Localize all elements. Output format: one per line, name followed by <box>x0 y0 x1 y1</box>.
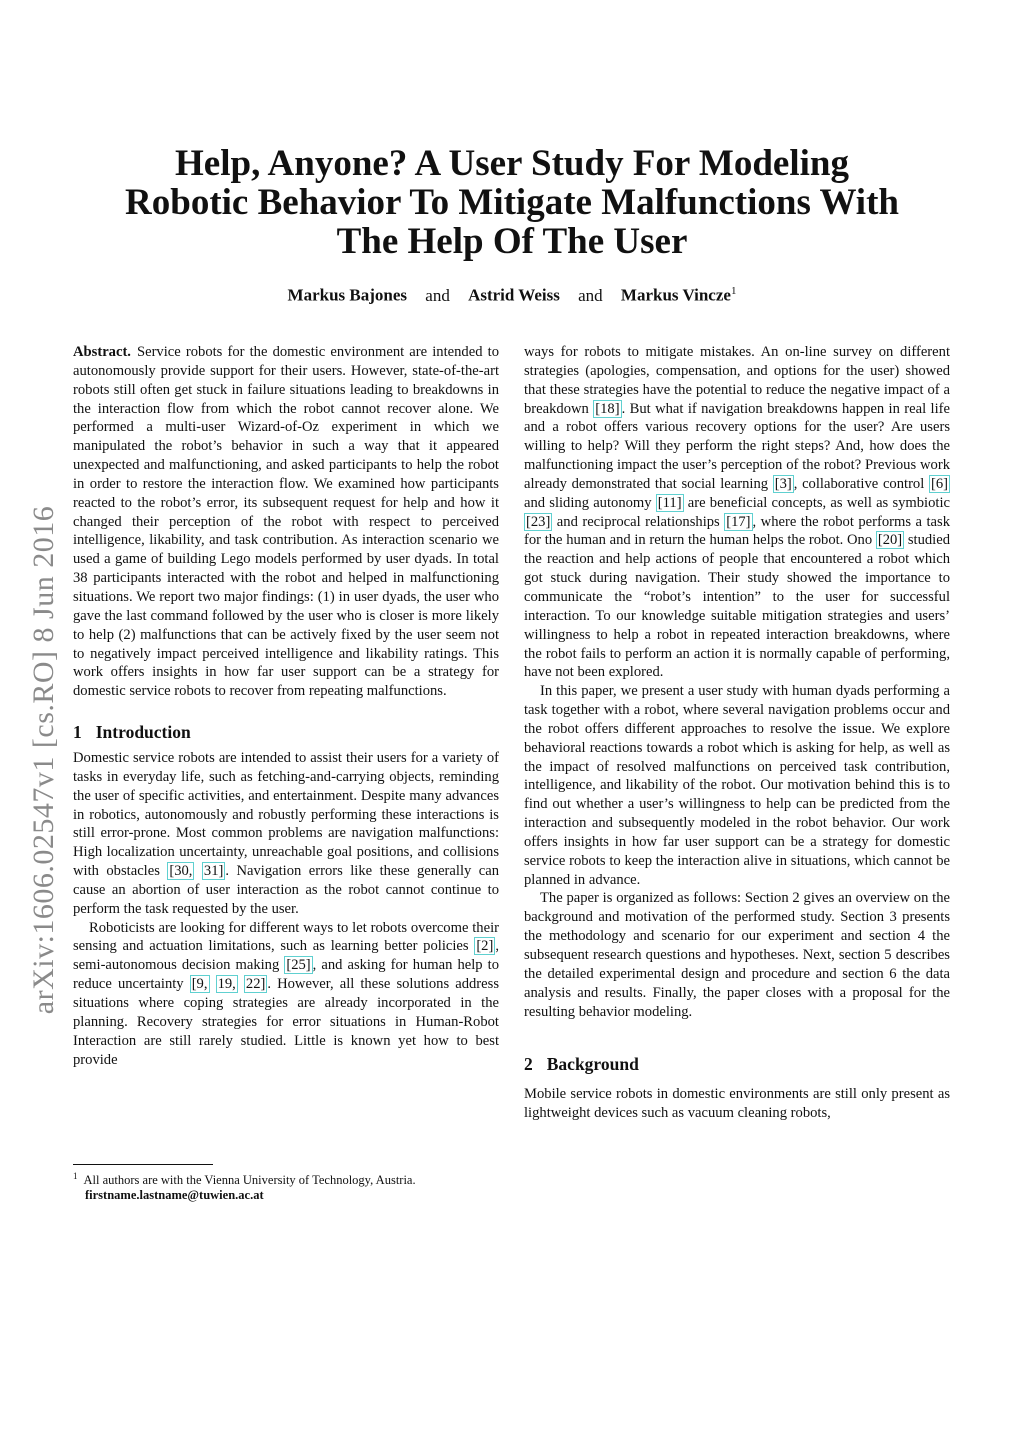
author-1: Markus Bajones <box>287 285 408 305</box>
intro-paragraph-2 <box>73 919 499 1070</box>
title-line-2: Robotic Behavior To Mitigate Malfunctions With <box>125 182 899 223</box>
right-paragraph-2: In this paper, we present a user study with human dyads performing a task together with a robot, where several navigation problems occur and the robot offers different approaches to resolve the issue. We explore behavioral reactions towards a robot which is asking for help, as well as the impact of resolved malfunctions on perceived task contribution, intelligence, and likability of the robot. Our motivation behind this is to find out whether a user’s willingness to help can be predicted from the interaction and subsequently modeled in the robot behavior. Our work offers insights in how far user support can be a strategy for domestic service robots to keep the interaction alive in situations, which cannot be planned in advance. <box>524 683 950 888</box>
title-line-3: The Help Of The User <box>336 221 688 262</box>
citation-link[interactable]: [2] <box>476 938 494 955</box>
text-run: , collaborative control <box>793 475 929 492</box>
text-run: , semi-autonomous decision making <box>73 938 499 974</box>
section-title: Introduction <box>95 722 191 743</box>
intro-paragraph-1 <box>73 749 499 919</box>
author-list <box>0 285 1024 306</box>
abstract-text: Service robots for the domestic environment are intended to autonomously provide support for their users. However, state-of-the-art robots still often get stuck in failure situations leading to breakdowns in the interaction flow from which the robot cannot recover alone. We performed a multi-user Wizard-of-Oz experiment in which we manipulated the robot’s behavior in such a way that it appeared unexpected and malfunctioning, and asked participants to help the robot in order to restore the interaction flow. We examined how participants reacted to the robot’s error, its subsequent request for help and how it changed their perception of the robot with respect to perceived intelligence, likability, and task contribution. As interaction scenario we used a game of building Lego models performed by user dyads. In total 38 participants interacted with the robot and helped in malfunctioning situations. We report two major findings: (1) in user dyads, the user who gave the last command followed by the user who is closer is more likely to help (2) malfunctions that can be actively fixed by the user seem not to negatively impact perceived intelligence and likability ratings. This work offers insights in how far user support can be a strategy for domestic service robots to recover from repeating malfunctions. <box>73 344 499 700</box>
footnote-rule <box>73 1164 213 1165</box>
author-separator: and <box>425 285 450 305</box>
footnote-mark: 1 <box>73 1171 78 1181</box>
citation-link[interactable]: [23] <box>526 513 551 530</box>
title-line-1: Help, Anyone? A User Study For Modeling <box>175 143 849 184</box>
text-run: Domestic service robots are intended to assist their users for a variety of tasks in everyday life, such as fetching-and-carrying objects, reminding the user of specific activities, and entertainment. Despite many advances in robotics, autonomously and robustly performing these interactions is still error-prone. Most common problems are navigation malfunctions: High localization uncertainty, unreachable goal positions, and collisions with obstacles <box>73 750 499 880</box>
section-heading-background <box>524 1053 950 1075</box>
text-run: and reciprocal relationships <box>552 513 725 530</box>
abstract <box>73 343 499 701</box>
section-number: 1 <box>73 722 82 743</box>
citation-link[interactable]: [30, <box>169 863 193 880</box>
arxiv-stamp <box>20 460 68 1060</box>
text-run: . But what if navigation breakdowns happen in real life and a robot offers various recovery options for the user? Are users willing to help? Will they perform the right steps? And, how does the malfunctioning impact the user’s perception of the robot? Previous work already demonstrated that social learning <box>524 400 950 492</box>
left-column <box>73 343 499 1069</box>
citation-link[interactable]: [17] <box>726 513 751 530</box>
text-run: , where the robot performs a task for the human and in return the human helps the robot. Ono <box>524 513 950 549</box>
right-paragraph-3: The paper is organized as follows: Section 2 gives an overview on the background and motivation of the performed study. Section 3 presents the methodology and scenario for our experiment and section 4 the subsequent research questions and hypotheses. Next, section 5 describes the detailed experimental design and procedure and section 6 the data analysis and results. Finally, the paper closes with a proposal for the resulting behavior modeling. <box>524 890 950 1020</box>
author-3: Markus Vincze <box>620 285 731 305</box>
abstract-label: Abstract. <box>73 344 131 360</box>
paper-title <box>60 144 964 261</box>
background-paragraph: Mobile service robots in domestic environments are still only present as lightweight devices such as vacuum cleaning robots, <box>524 1086 950 1122</box>
text-run: are beneficial concepts, as well as symbiotic <box>683 494 951 511</box>
text-run: Roboticists are looking for different ways to let robots overcome their sensing and actuation limitations, such as learning better policies <box>73 919 499 955</box>
text-run: , and asking for human help to reduce uncertainty <box>73 957 499 993</box>
footnote-text: All authors are with the Vienna University of Technology, Austria. <box>83 1173 416 1188</box>
citation-link[interactable]: [11] <box>657 494 682 511</box>
right-column <box>524 343 950 1123</box>
citation-link[interactable]: 31] <box>203 863 224 880</box>
text-run: . Navigation errors like these generally can cause an abortion of user interaction as the robot cannot continue to perform the task requested by the user. <box>73 863 499 917</box>
section-number: 2 <box>524 1054 533 1075</box>
citation-link[interactable]: 19, <box>217 976 236 993</box>
citation-link[interactable]: 22] <box>245 976 266 993</box>
text-run: studied the reaction and help actions of people that encountered a robot which got stuck during navigation. Their study showed the importance to communicate the “robot’s intention” to the user for successful interaction. To our knowledge suitable mitigation strategies and users’ willingness to help a robot in repeated interaction breakdowns, where the robot fails to perform an action it is normally capable of performing, have not been explored. <box>524 532 950 681</box>
text-run: . However, all these solutions address situations where coping strategies are already incorporated in the planning. Recovery strategies for error situations in Human-Robot Interaction are still rarely studied. Little is known yet how to best provide <box>73 976 499 1068</box>
footnote-email: firstname.lastname@tuwien.ac.at <box>85 1188 264 1203</box>
citation-link[interactable]: [6] <box>930 475 948 492</box>
author-separator: and <box>578 285 603 305</box>
citation-link[interactable]: [25] <box>286 957 311 974</box>
text-run: and sliding autonomy <box>524 494 656 511</box>
citation-link[interactable]: [3] <box>774 475 792 492</box>
citation-link[interactable]: [18] <box>595 400 620 417</box>
arxiv-stamp-text: arXiv:1606.02547v1 [cs.RO] 8 Jun 2016 <box>27 505 60 1015</box>
footnote <box>73 1164 499 1203</box>
citation-link[interactable]: [20] <box>877 532 903 549</box>
text-run: ways for robots to mitigate mistakes. An on-line survey on different strategies (apologies, compensation, and options for the user) showed that these strategies have the potential to reduce the negative impact of a breakdown <box>524 344 950 417</box>
author-footnote-mark: 1 <box>730 285 737 297</box>
section-heading-introduction <box>73 721 499 743</box>
author-2: Astrid Weiss <box>468 285 560 305</box>
section-title: Background <box>546 1054 639 1075</box>
right-paragraph-1 <box>524 343 950 682</box>
citation-link[interactable]: [9, <box>191 976 208 993</box>
